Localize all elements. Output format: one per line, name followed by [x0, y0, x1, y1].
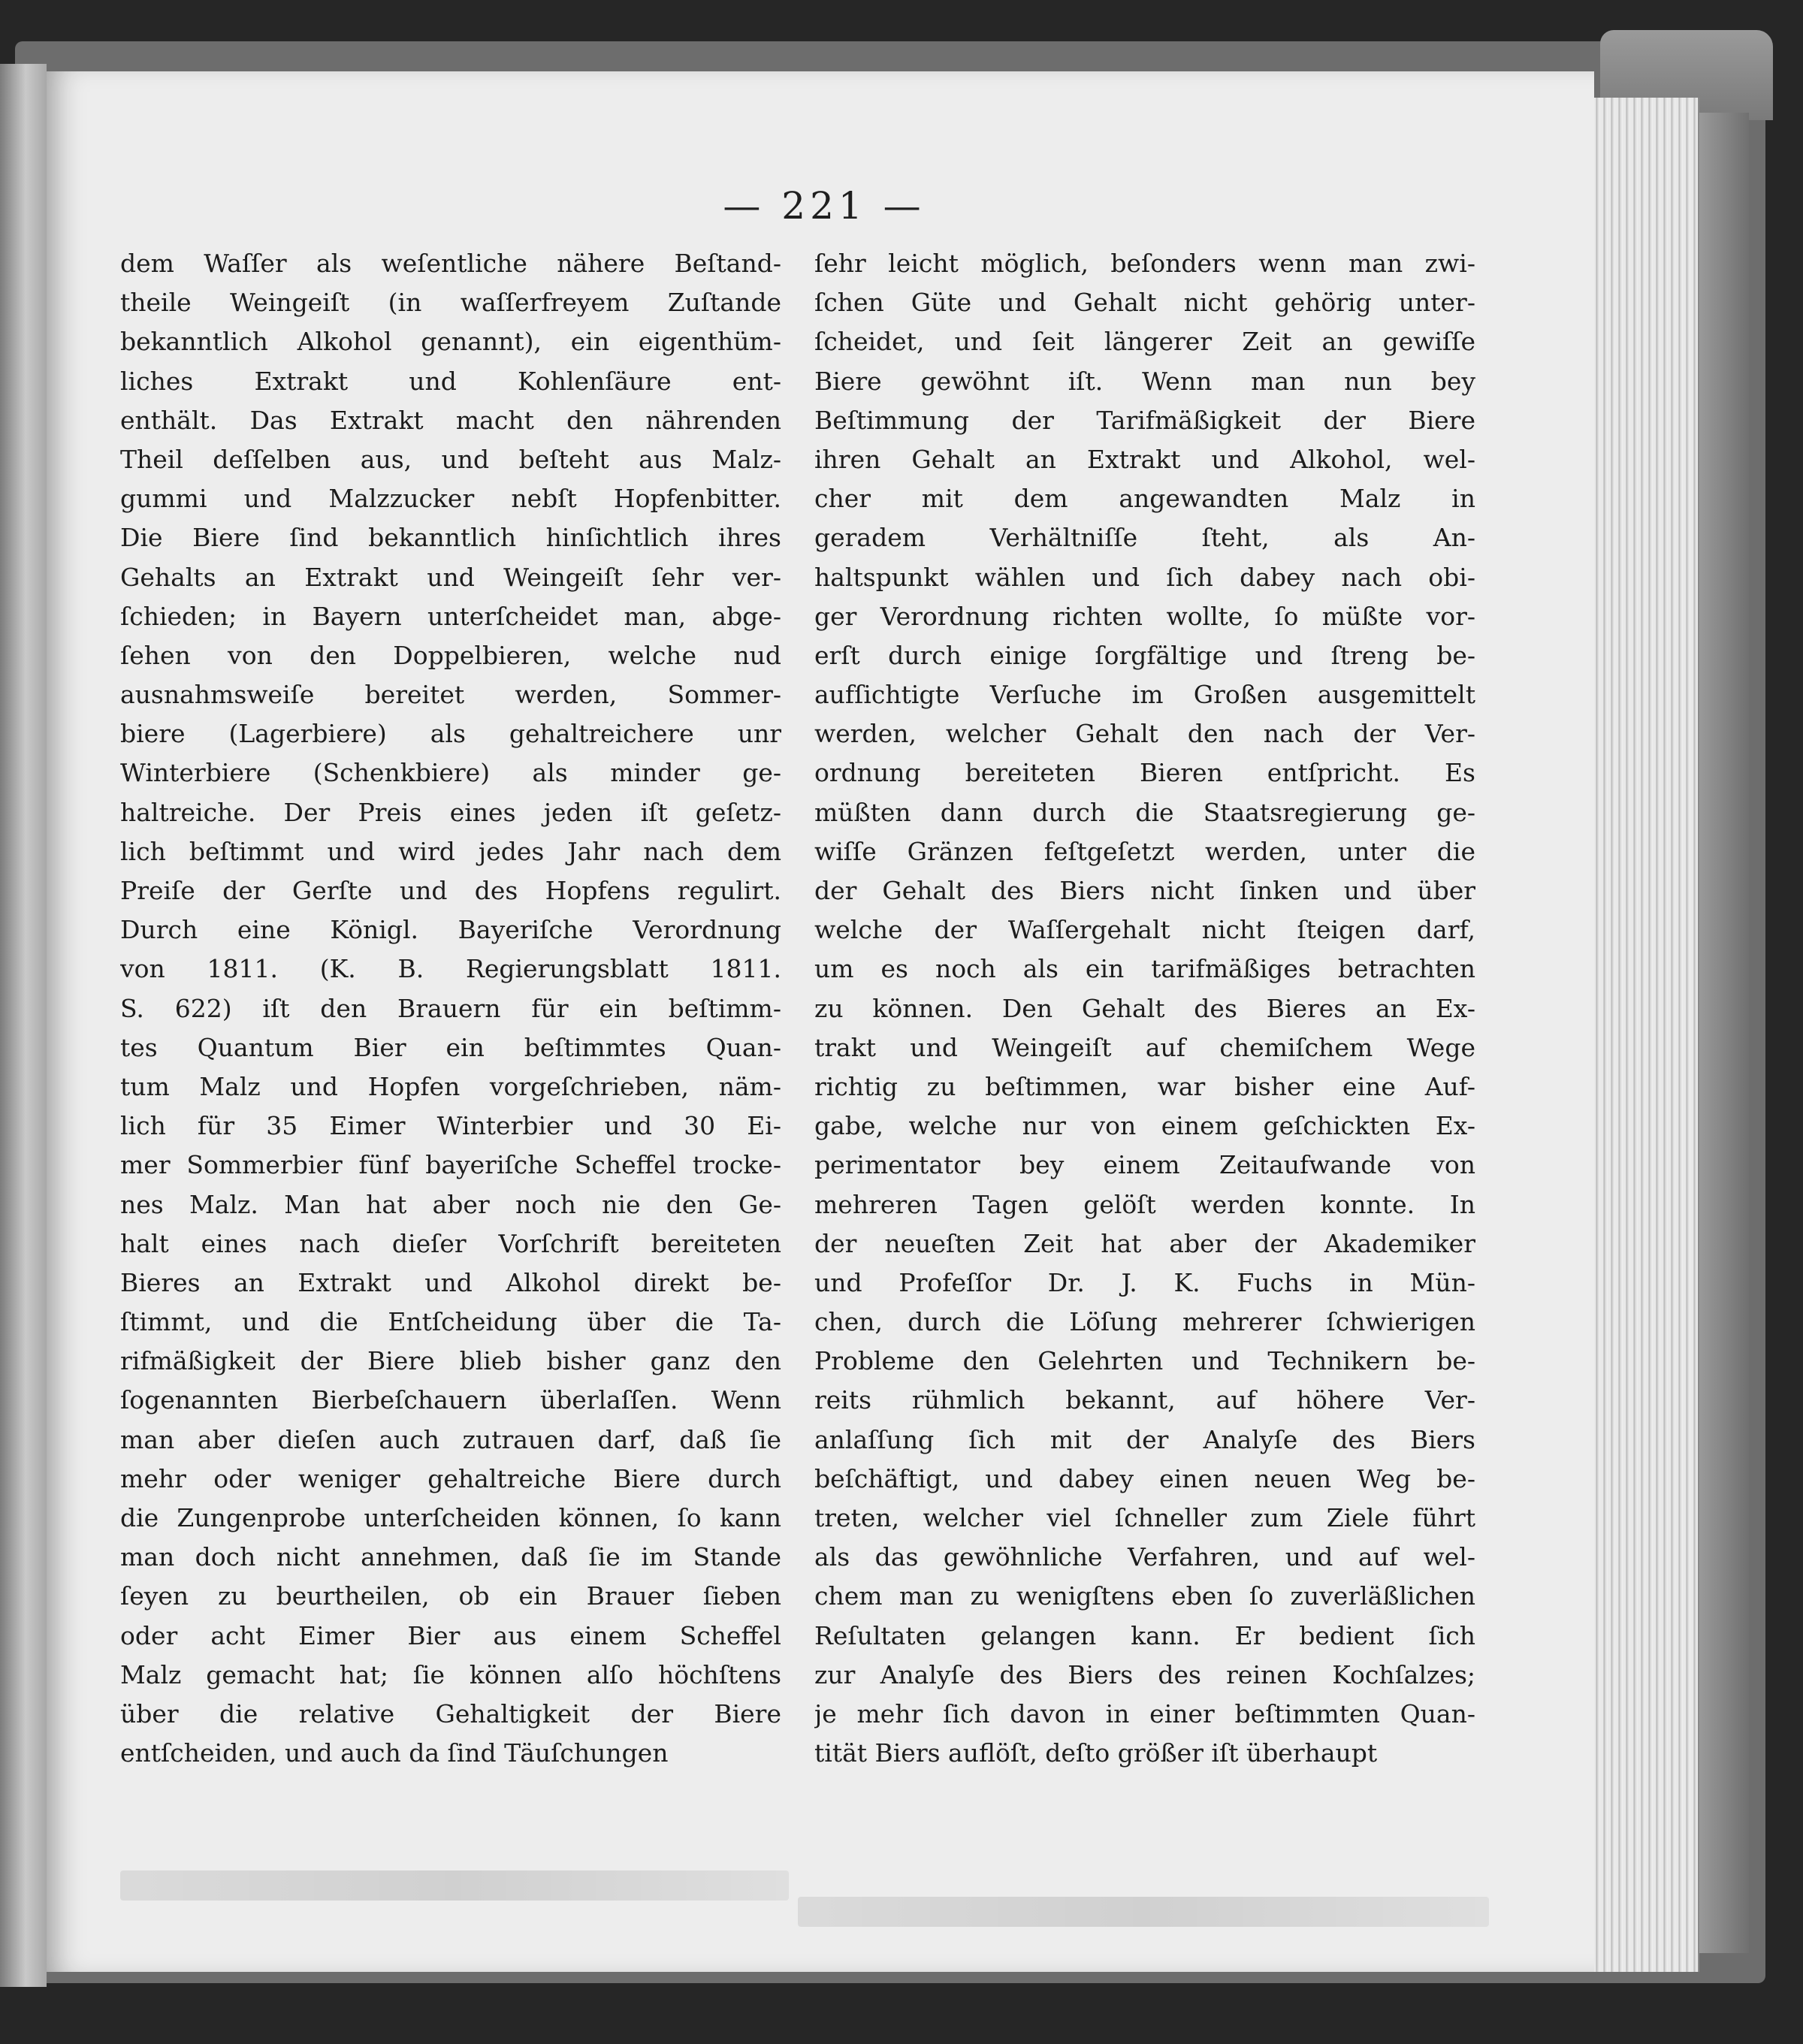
show-through-text: [798, 1897, 1489, 1927]
text-line: Preiſe der Gerſte und des Hopfens regulirt.: [120, 876, 781, 905]
text-line: rifmäßigkeit der Biere blieb bisher ganz den: [120, 1346, 781, 1376]
text-line: ſchen Güte und Gehalt nicht gehörig unter-: [814, 288, 1475, 318]
text-line: geradem Verhältniſſe ſteht, als An-: [814, 523, 1475, 553]
text-line: gabe, welche nur von einem geſchickten Ex-: [814, 1111, 1475, 1141]
text-line: Gehalts an Extrakt und Weingeiſt ſehr ver-: [120, 562, 781, 592]
page-edge-shadow: [1696, 113, 1749, 1953]
text-line: lich für 35 Eimer Winterbier und 30 Ei-: [120, 1111, 781, 1141]
text-line: mehreren Tagen gelöſt werden konnte. In: [814, 1189, 1475, 1219]
text-line: bekanntlich Alkohol genannt), ein eigenthüm-: [120, 327, 781, 357]
text-line: tum Malz und Hopfen vorgeſchrieben, näm-: [120, 1071, 781, 1101]
text-line: chen, durch die Löſung mehrerer ſchwierigen: [814, 1307, 1475, 1337]
text-line: Bieres an Extrakt und Alkohol direkt be-: [120, 1267, 781, 1297]
text-line: der neueſten Zeit hat aber der Akademiker: [814, 1228, 1475, 1258]
text-line: Winterbiere (Schenkbiere) als minder ge-: [120, 758, 781, 788]
text-line: die Zungenprobe unterſcheiden können, ſo kann: [120, 1503, 781, 1532]
page-number: — 221 —: [723, 184, 926, 228]
text-line: Die Biere ſind bekanntlich hinſichtlich ihres: [120, 523, 781, 553]
text-line: tität Biers auflöſt, deſto größer iſt überhaupt: [814, 1738, 1378, 1768]
text-line: wiſſe Gränzen feſtgeſetzt werden, unter die: [814, 836, 1475, 866]
book-page: [47, 71, 1594, 1972]
text-line: aufſichtigte Verſuche im Großen ausgemittelt: [814, 680, 1475, 710]
text-line: entſcheiden, und auch da ſind Täuſchungen: [120, 1738, 669, 1768]
text-line: haltspunkt wählen und ſich dabey nach obi-: [814, 562, 1475, 592]
text-line: über die relative Gehaltigkeit der Biere: [120, 1698, 781, 1728]
text-line: Durch eine Königl. Bayeriſche Verordnung: [120, 915, 781, 945]
right-text-column: [814, 244, 1475, 1773]
text-line: ſeyen zu beurtheilen, ob ein Brauer ſieben: [120, 1581, 781, 1611]
text-line: halt eines nach dieſer Vorſchrift bereiteten: [120, 1228, 781, 1258]
text-line: chem man zu wenigſtens eben ſo zuverläßlichen: [814, 1581, 1475, 1611]
text-line: man aber dieſen auch zutrauen darf, daß ſie: [120, 1424, 781, 1454]
text-line: mehr oder weniger gehaltreiche Biere durch: [120, 1463, 781, 1493]
text-line: ſtimmt, und die Entſcheidung über die Ta-: [120, 1307, 781, 1337]
text-line: lich beſtimmt und wird jedes Jahr nach dem: [120, 836, 781, 866]
text-line: ſehen von den Doppelbieren, welche nud: [120, 640, 781, 670]
text-line: Malz gemacht hat; ſie können alſo höchſtens: [120, 1659, 781, 1689]
text-line: ſcheidet, und ſeit längerer Zeit an gewiſſe: [814, 327, 1475, 357]
text-line: zur Analyſe des Biers des reinen Kochſalzes;: [814, 1659, 1475, 1689]
left-text-column: [120, 244, 781, 1773]
text-line: Beſtimmung der Tarifmäßigkeit der Biere: [814, 405, 1475, 435]
text-line: Probleme den Gelehrten und Technikern be-: [814, 1346, 1475, 1376]
text-line: ſehr leicht möglich, beſonders wenn man zwi-: [814, 249, 1475, 278]
text-line: als das gewöhnliche Verfahren, und auf wel-: [814, 1542, 1475, 1572]
text-line: um es noch als ein tarifmäßiges betrachten: [814, 954, 1475, 984]
text-line: trakt und Weingeiſt auf chemiſchem Wege: [814, 1032, 1475, 1062]
text-line: tes Quantum Bier ein beſtimmtes Quan-: [120, 1032, 781, 1062]
text-line: man doch nicht annehmen, daß ſie im Stande: [120, 1542, 781, 1572]
text-line: biere (Lagerbiere) als gehaltreichere unr: [120, 719, 781, 749]
text-line: werden, welcher Gehalt den nach der Ver-: [814, 719, 1475, 749]
text-line: ſchieden; in Bayern unterſcheidet man, abge-: [120, 601, 781, 631]
text-line: welche der Waſſergehalt nicht ſteigen darf,: [814, 915, 1475, 945]
text-line: treten, welcher viel ſchneller zum Ziele führt: [814, 1503, 1475, 1532]
show-through-text: [120, 1870, 789, 1901]
text-line: müßten dann durch die Staatsregierung ge-: [814, 797, 1475, 827]
text-line: enthält. Das Extrakt macht den nährenden: [120, 405, 781, 435]
text-line: nes Malz. Man hat aber noch nie den Ge-: [120, 1189, 781, 1219]
text-line: haltreiche. Der Preis eines jeden iſt geſetz-: [120, 797, 781, 827]
text-line: anlaſſung ſich mit der Analyſe des Biers: [814, 1424, 1475, 1454]
text-line: je mehr ſich davon in einer beſtimmten Quan-: [814, 1698, 1475, 1728]
text-line: cher mit dem angewandten Malz in: [814, 484, 1475, 514]
text-line: ger Verordnung richten wollte, ſo müßte vor-: [814, 601, 1475, 631]
stacked-page-edges: [1585, 98, 1699, 1972]
text-line: zu können. Den Gehalt des Bieres an Ex-: [814, 993, 1475, 1023]
text-line: oder acht Eimer Bier aus einem Scheffel: [120, 1620, 781, 1650]
text-line: und Profeſſor Dr. J. K. Fuchs in Mün-: [814, 1267, 1475, 1297]
text-line: ordnung bereiteten Bieren entſpricht. Es: [814, 758, 1475, 788]
text-line: mer Sommerbier fünf bayeriſche Scheffel trocke-: [120, 1150, 781, 1180]
text-line: der Gehalt des Biers nicht ſinken und über: [814, 876, 1475, 905]
text-line: ihren Gehalt an Extrakt und Alkohol, wel-: [814, 444, 1475, 474]
text-line: theile Weingeiſt (in waſſerfreyem Zuſtande: [120, 288, 781, 318]
text-line: ausnahmsweiſe bereitet werden, Sommer-: [120, 680, 781, 710]
text-line: erſt durch einige ſorgfältige und ſtreng be-: [814, 640, 1475, 670]
text-line: ſogenannten Bierbeſchauern überlaſſen. Wenn: [120, 1385, 781, 1415]
text-line: Biere gewöhnt iſt. Wenn man nun bey: [814, 366, 1475, 396]
text-line: Theil deſſelben aus, und beſteht aus Malz-: [120, 444, 781, 474]
text-line: reits rühmlich bekannt, auf höhere Ver-: [814, 1385, 1475, 1415]
text-line: beſchäftigt, und dabey einen neuen Weg be-: [814, 1463, 1475, 1493]
facing-page-edge: [0, 64, 47, 1987]
text-line: Reſultaten gelangen kann. Er bedient ſich: [814, 1620, 1475, 1650]
text-line: dem Waſſer als weſentliche nähere Beſtand-: [120, 249, 781, 278]
text-line: S. 622) iſt den Brauern für ein beſtimm-: [120, 993, 781, 1023]
text-line: richtig zu beſtimmen, war bisher eine Auf-: [814, 1071, 1475, 1101]
text-line: liches Extrakt und Kohlenſäure ent-: [120, 366, 781, 396]
text-line: perimentator bey einem Zeitaufwande von: [814, 1150, 1475, 1180]
text-line: gummi und Malzzucker nebſt Hopfenbitter.: [120, 484, 781, 514]
text-line: von 1811. (K. B. Regierungsblatt 1811.: [120, 954, 781, 984]
